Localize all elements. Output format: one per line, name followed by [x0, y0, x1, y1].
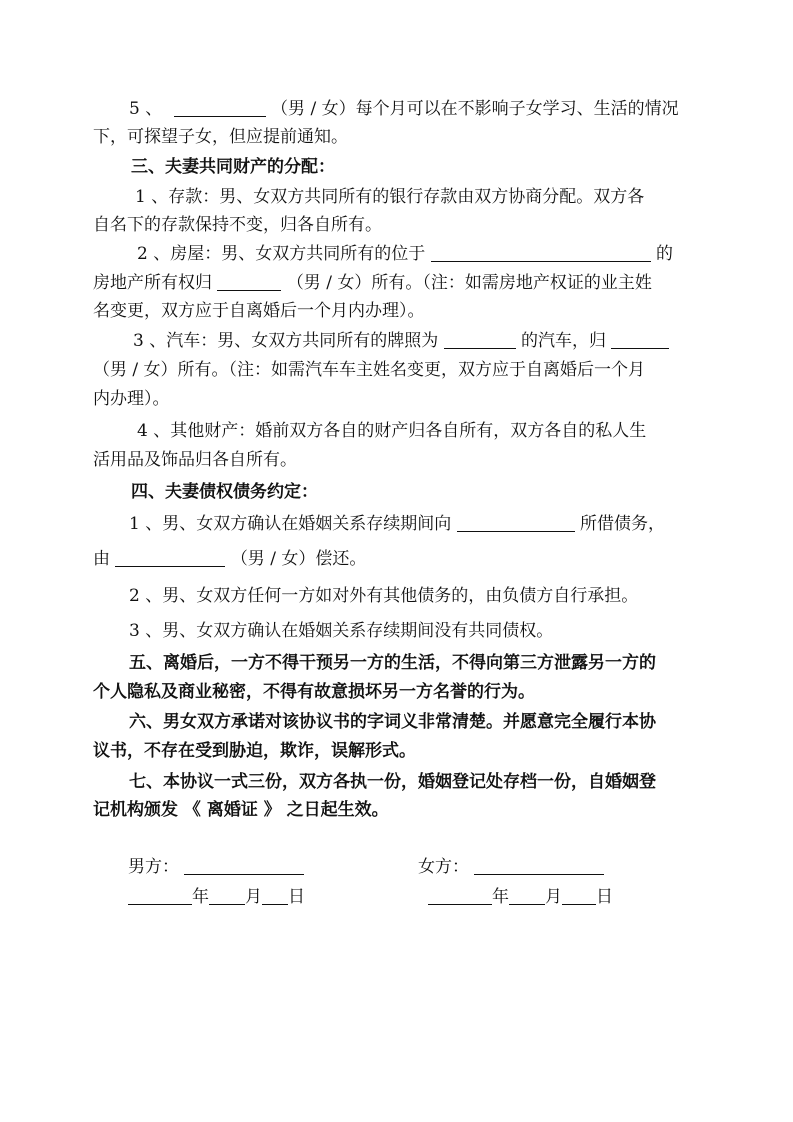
- section3-item4-line1: 4 、其他财产：婚前双方各自的财产归各自所有，双方各自的私人生: [137, 421, 647, 441]
- property-owner-blank[interactable]: [217, 274, 281, 291]
- section5-line2: 个人隐私及商业秘密，不得有故意损坏另一方名誉的行为。: [93, 682, 535, 702]
- section3-item3-line2: （男 / 女）所有。（注：如需汽车车主姓名变更，双方应于自离婚后一个月: [93, 360, 646, 380]
- male-signature-label: 男方：: [128, 857, 179, 877]
- section3-item1-line1: 1 、存款：男、女双方共同所有的银行存款由双方协商分配。双方各: [135, 187, 645, 207]
- section3-item3-line1: 3 、汽车：男、女双方共同所有的牌照为 的汽车，归: [93, 330, 705, 352]
- section7-line2: 记机构颁发 《 离婚证 》 之日起生效。: [93, 800, 389, 820]
- female-signature-blank[interactable]: [474, 858, 604, 875]
- section2-item5-line1: [93, 98, 705, 120]
- male-day-blank[interactable]: [262, 888, 288, 905]
- section6-line2: 议书，不存在受到胁迫，欺诈，误解形式。: [93, 741, 416, 761]
- item-number: 5 、: [129, 99, 163, 119]
- section3-heading: 三、夫妻共同财产的分配：: [131, 157, 335, 177]
- section4-item1-line1: 1 、男、女双方确认在婚姻关系存续期间向 所借债务，: [129, 514, 666, 534]
- plate-number-blank[interactable]: [444, 332, 516, 349]
- section6-line1: 六、男女双方承诺对该协议书的字词义非常清楚。并愿意完全履行本协: [129, 712, 656, 732]
- section4-item3: 3 、男、女双方确认在婚姻关系存续期间没有共同债权。: [129, 621, 554, 641]
- female-date: 年 月 日: [428, 886, 613, 908]
- creditor-blank[interactable]: [457, 515, 575, 532]
- section3-item3-line3: 内办理）。: [93, 389, 170, 409]
- female-signature-label: 女方：: [418, 857, 469, 877]
- item-text: 下，可探望子女，但应提前通知。: [93, 127, 348, 147]
- male-signature-blank[interactable]: [184, 858, 304, 875]
- debtor-blank[interactable]: [115, 550, 225, 567]
- section3-item2-line1: 2 、房屋：男、女双方共同所有的位于 的: [137, 244, 674, 264]
- section3-item2-line3: 名变更，双方应于自离婚后一个月内办理）。: [93, 301, 425, 321]
- visit-party-blank[interactable]: [174, 100, 266, 117]
- female-year-blank[interactable]: [428, 888, 492, 905]
- male-month-blank[interactable]: [209, 888, 245, 905]
- female-day-blank[interactable]: [562, 888, 596, 905]
- section3-item4-line2: 活用品及饰品归各自所有。: [93, 450, 297, 470]
- property-location-blank[interactable]: [431, 245, 651, 262]
- section4-heading: 四、夫妻债权债务约定：: [131, 482, 318, 502]
- male-signature: [128, 856, 304, 878]
- female-signature: [418, 856, 604, 878]
- section3-item2-line2: 房地产所有权归 （男 / 女）所有。（注：如需房地产权证的业主姓: [93, 273, 652, 293]
- section3-item1-line2: 自名下的存款保持不变，归各自所有。: [93, 215, 382, 235]
- female-month-blank[interactable]: [509, 888, 545, 905]
- section7-line1: 七、本协议一式三份，双方各执一份，婚姻登记处存档一份，自婚姻登: [129, 772, 656, 792]
- male-year-blank[interactable]: [128, 888, 192, 905]
- section4-item2: 2 、男、女双方任何一方如对外有其他债务的，由负债方自行承担。: [129, 586, 639, 606]
- section4-item1-line2: 由 （男 / 女）偿还。: [93, 549, 367, 569]
- male-date: 年 月 日: [128, 886, 305, 908]
- section2-item5-line2: [93, 126, 705, 148]
- item-text: （男 / 女）每个月可以在不影响子女学习、生活的情况: [271, 99, 679, 119]
- car-owner-blank[interactable]: [611, 332, 669, 349]
- section5-line1: 五、离婚后，一方不得干预另一方的生活，不得向第三方泄露另一方的: [129, 653, 656, 673]
